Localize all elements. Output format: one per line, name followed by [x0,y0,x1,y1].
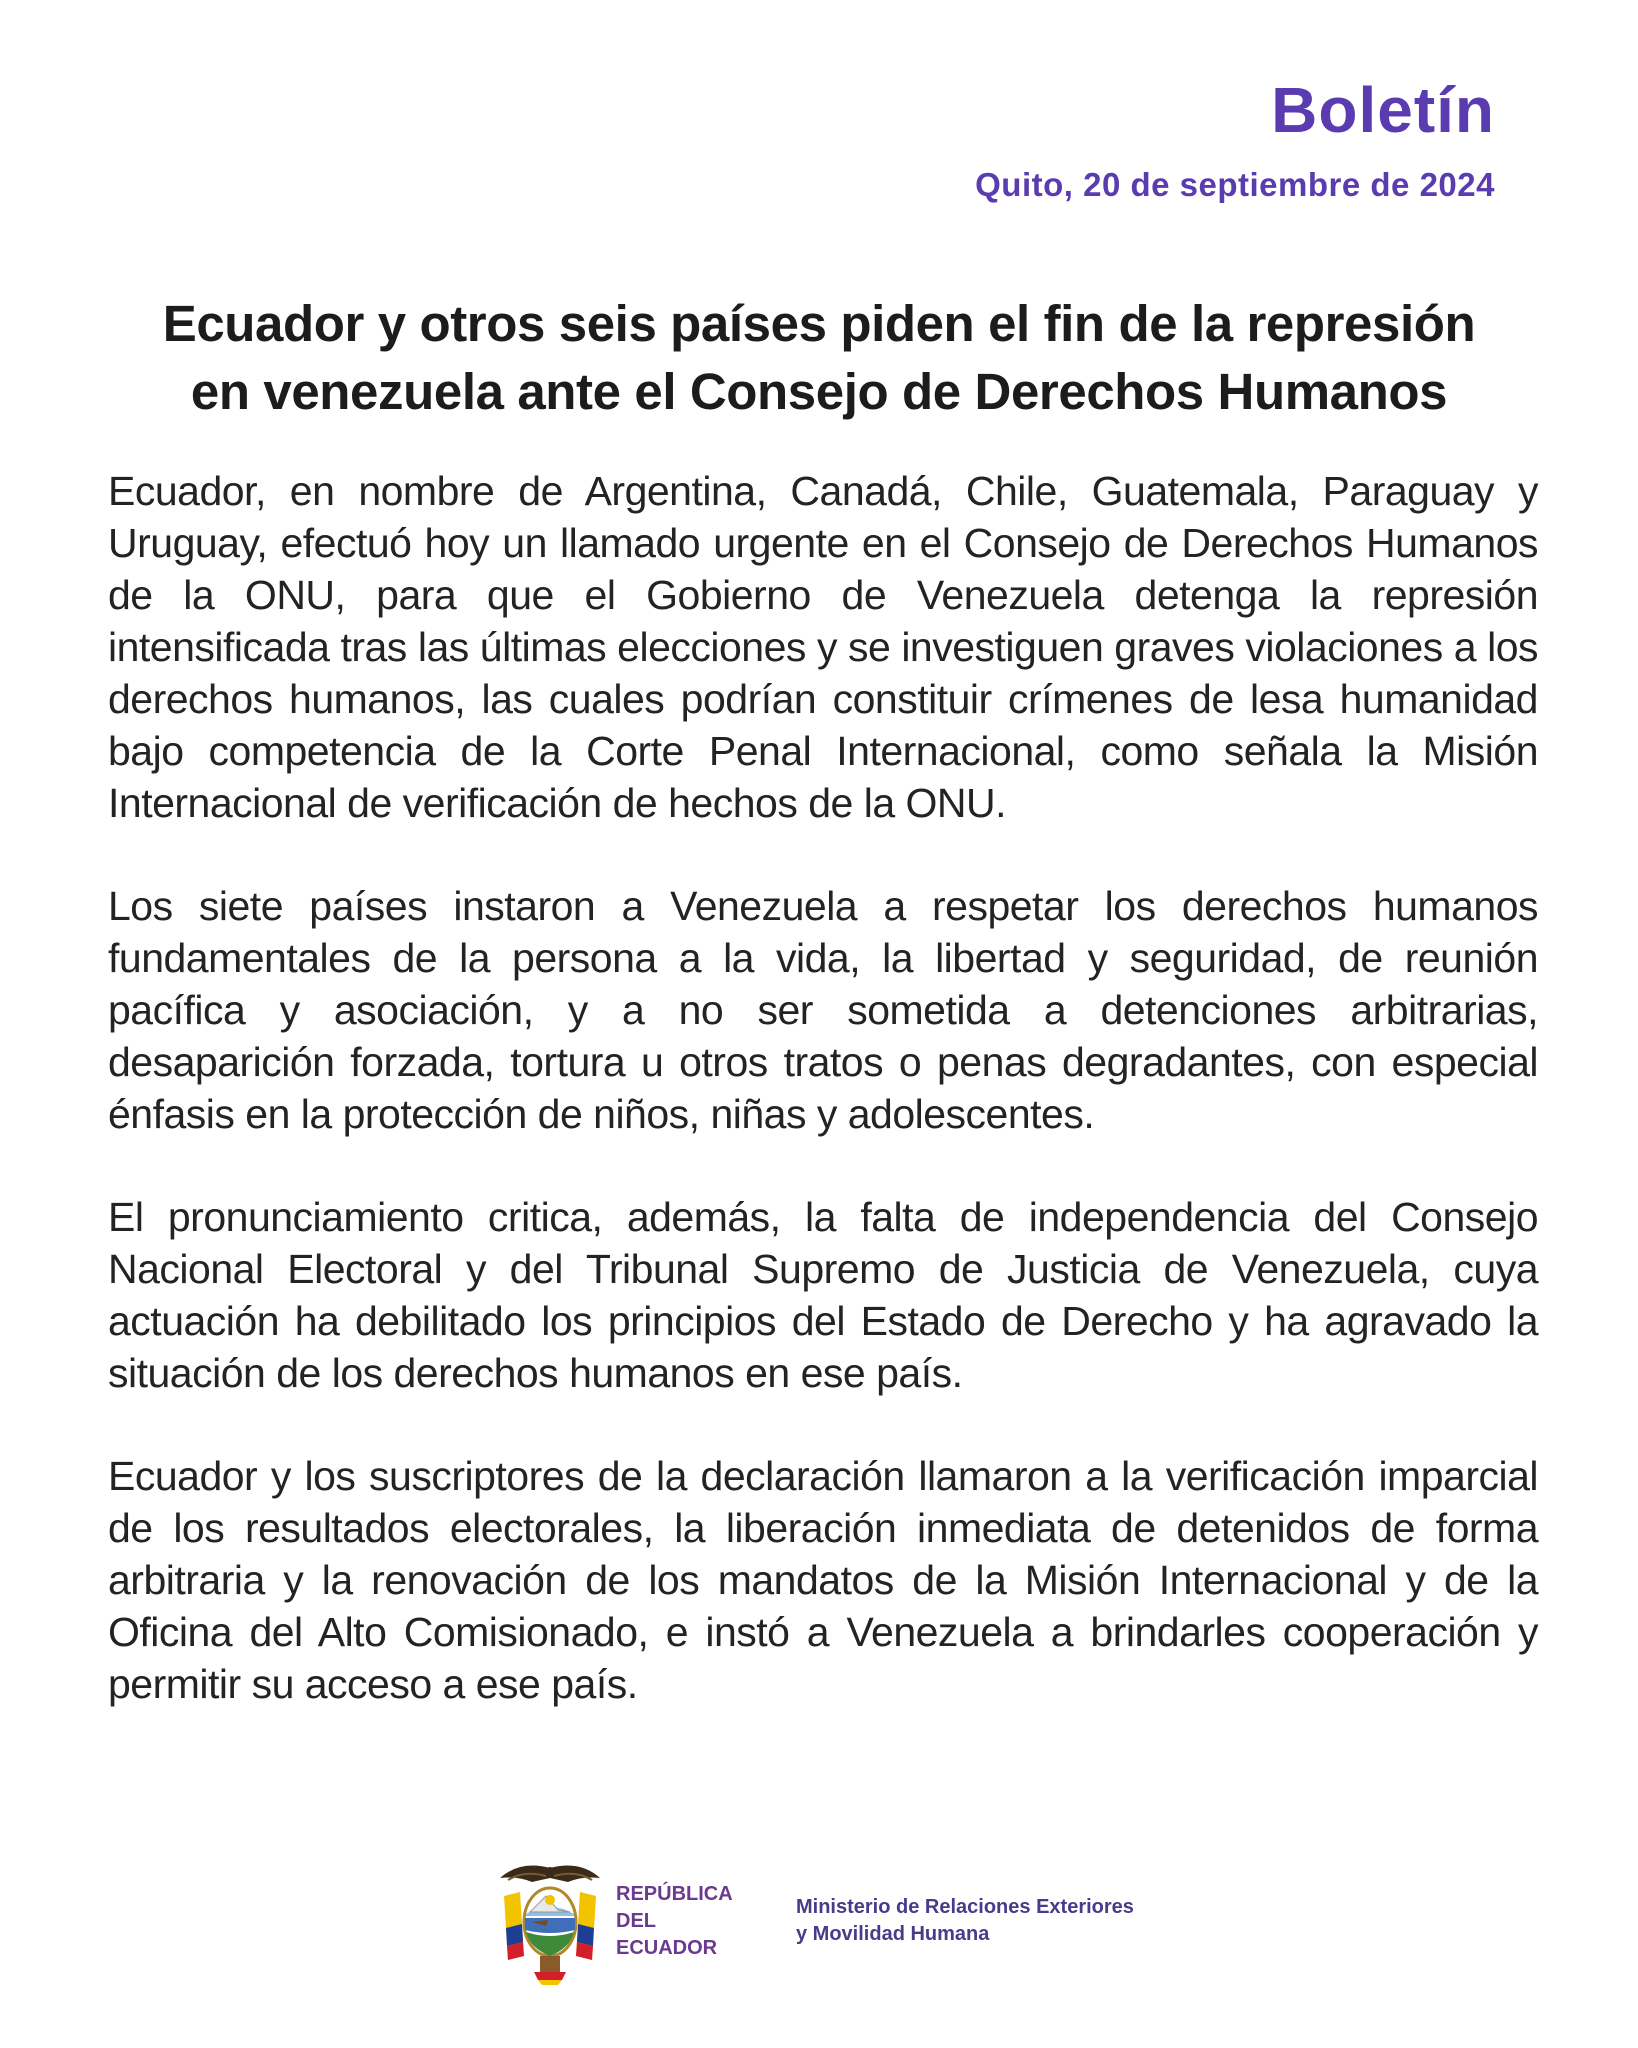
paragraph-2: Los siete países instaron a Venezuela a respetar los derechos humanos fundamentales de la persona a la vida, la libertad y seguridad, de reunión pacífica y asociación, y a no ser sometida a detenciones arbitrarias, desaparición forzada, tortura u otros tratos o penas degradantes, con especial énfasis en la protección de niños, niñas y adolescentes. [108,883,1538,1137]
ministry-label [796,1894,1134,1948]
ministry-label-line-2: y Movilidad Humana [796,1923,990,1945]
headline [100,290,1538,426]
bulletin-header [975,74,1495,203]
headline-line-2: en venezuela ante el Consejo de Derechos Humanos [190,363,1448,420]
paragraph-4: Ecuador y los suscriptores de la declaración llamaron a la verificación imparcial de los resultados electorales, la liberación inmediata de detenidos de forma arbitraria y la renovación de los mandatos de la Misión Internacional y de la Oficina del Alto Comisionado, e instó a Venezuela a brindarles cooperación y permitir su acceso a ese país. [108,1453,1538,1707]
article-body [108,465,1538,1761]
headline-line-1: Ecuador y otros seis países piden el fin de la represión [162,295,1476,352]
paragraph-3: El pronunciamiento critica, además, la falta de independencia del Consejo Nacional Electoral y del Tribunal Supremo de Justicia de Venezuela, cuya actuación ha debilitado los principios del Estado de Derecho y ha agravado la situación de los derechos humanos en ese país. [108,1194,1538,1396]
ministry-label-line-1: Ministerio de Relaciones Exteriores [796,1896,1134,1918]
bulletin-title: Boletín [1271,74,1495,146]
paragraph-1: Ecuador, en nombre de Argentina, Canadá, Chile, Guatemala, Paraguay y Uruguay, efectuó hoy un llamado urgente en el Consejo de Derechos Humanos de la ONU, para que el Gobierno de Venezuela detenga la represión intensificada tras las últimas elecciones y se investiguen graves violaciones a los derechos humanos, las cuales podrían constituir crímenes de lesa humanidad bajo competencia de la Corte Penal Internacional, como señala la Misión Internacional de verificación de hechos de la ONU. [108,468,1538,826]
footer-logos [490,1856,1134,1986]
bulletin-dateline: Quito, 20 de septiembre de 2024 [975,166,1495,203]
republic-label-line-1: REPÚBLICA [616,1882,733,1905]
republic-label-line-2: DEL ECUADOR [616,1909,718,1959]
coat-of-arms-icon [490,1856,610,1986]
republic-label [616,1881,756,1962]
